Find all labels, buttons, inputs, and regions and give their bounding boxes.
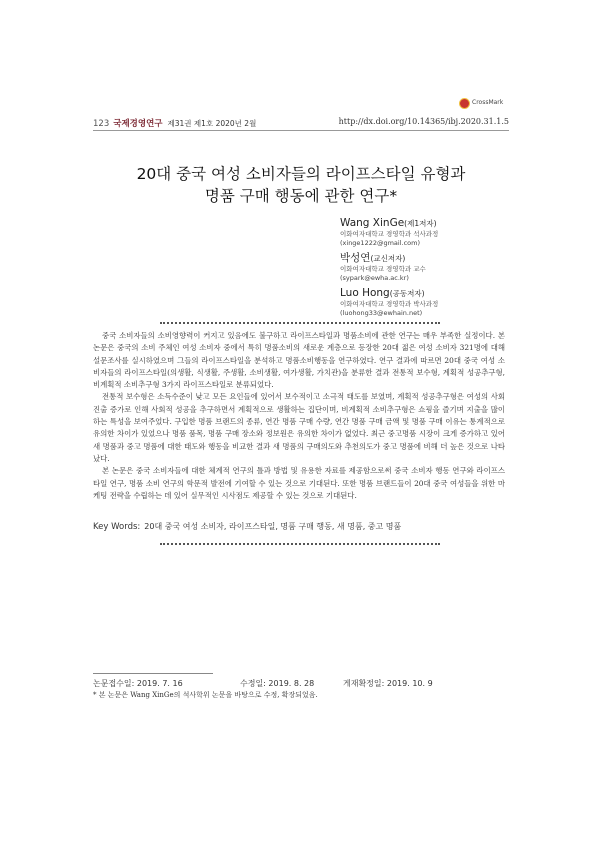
crossmark-badge[interactable] <box>459 98 511 112</box>
page-number: 123 <box>93 119 110 129</box>
author-email[interactable]: (sypark@ewha.ac.kr) <box>340 274 409 282</box>
dotted-divider-top <box>160 322 440 324</box>
abstract-paragraph-1: 중국 소비자들의 소비영향력이 커지고 있음에도 불구하고 라이프스타일과 명품소비에 관한 연구는 매우 부족한 실정이다. 본 논문은 중국의 소비 주체인 여성 소비자 중에서 특히 명품소비의 새로운 계층으로 등장한 20대 젊은 여성 소비자 321명에 대해 설문조사를 실시하였으며 그들의 라이프스타일을 분석하고 명품소비행동을 연구하였다. 연구 결과에 따르면 20대 중국 여성 소비자들의 라이프스타일(의생활, 식생활, 주생활, 소비생활, 여가생활, 가치관)을 분류한 결과 전통적 보수형, 계획적 성공추구형, 비계획적 소비추구형 3가지 라이프스타일로 분류되었다. <box>93 331 505 390</box>
author-affiliation: 이화여자대학교 경영학과 박사과정 <box>340 300 439 308</box>
crossmark-icon <box>459 98 470 109</box>
author-block-1 <box>340 211 438 248</box>
revised-date: 수정일: 2019. 8. 28 <box>240 679 315 688</box>
doi-link[interactable]: http://dx.doi.org/10.14365/ibj.2020.31.1.5 <box>338 117 509 126</box>
author-email[interactable]: (xinge1222@gmail.com) <box>340 239 421 247</box>
accepted-date: 게재확정일: 2019. 10. 9 <box>343 679 433 688</box>
abstract <box>93 330 505 502</box>
paper-title-line-1: 20대 중국 여성 소비자들의 라이프스타일 유형과 <box>136 165 466 183</box>
journal-name: 국제경영연구 <box>113 119 163 129</box>
dotted-divider-bottom <box>160 543 440 545</box>
received-date: 논문접수일: 2019. 7. 16 <box>93 679 183 688</box>
author-name: Wang XinGe <box>340 217 405 229</box>
running-header <box>93 117 256 129</box>
volume-issue: 제31권 제1호 2020년 2월 <box>167 119 257 128</box>
author-affiliation: 이화여자대학교 경영학과 교수 <box>340 265 426 273</box>
author-role: (교신저자) <box>370 254 406 263</box>
author-affiliation: 이화여자대학교 경영학과 석사과정 <box>340 230 439 238</box>
author-name: 박성연 <box>340 252 371 264</box>
author-name: Luo Hong <box>340 287 390 299</box>
keywords <box>93 521 401 532</box>
abstract-paragraph-2: 전통적 보수형은 소득수준이 낮고 모든 요인들에 있어서 보수적이고 소극적 태도를 보였며, 계획적 성공추구형은 여성의 사회진출 증가로 인해 사회적 성공을 추구하면서 계획적으로 생활하는 집단이며, 비계획적 소비추구형은 쇼핑을 즐기며 지출을 많이 하는 특성을 보여주었다. 구입한 명품 브랜드의 종류, 연간 명품 구매 수량, 연간 명품 구매 금액 및 명품 구매 이유는 통계적으로 유의한 차이가 있었으나 명품 품목, 명품 구매 장소와 정보원은 유의한 차이가 없었다. 최근 중고명품 시장이 크게 증가하고 있어 새 명품과 중고 명품에 대한 태도와 행동을 비교한 결과 새 명품의 구매의도와 추천의도가 중고 명품에 비해 더 높은 것으로 나타났다. <box>93 392 505 463</box>
paper-title-line-2: 명품 구매 행동에 관한 연구* <box>204 187 398 205</box>
header-divider <box>93 130 509 131</box>
author-role: (제1저자) <box>404 219 437 228</box>
keywords-label: Key Words: <box>93 522 141 532</box>
author-block-2 <box>340 246 426 283</box>
keywords-text: 20대 중국 여성 소비자, 라이프스타일, 명품 구매 행동, 새 명품, 중고 명품 <box>144 522 402 531</box>
author-email[interactable]: (luohong33@ewhain.net) <box>340 309 423 317</box>
abstract-paragraph-3: 본 논문은 중국 소비자들에 대한 체계적 연구의 틀과 방법 및 유용한 자료를 제공함으로써 중국 소비자 행동 연구와 라이프스타일 연구, 명품 소비 연구의 학문적 발전에 기여할 수 있는 것으로 기대된다. 또한 명품 브랜드들이 20대 중국 여성들을 위한 마케팅 전략을 수립하는 데 있어 실무적인 시사점도 제공할 수 있는 것으로 기대된다. <box>93 466 505 500</box>
author-block-3 <box>340 281 438 318</box>
crossmark-label: CrossMark <box>472 99 504 106</box>
author-role: (공동저자) <box>389 289 425 298</box>
footnote-divider <box>93 673 213 674</box>
footnote-note: * 본 논문은 Wang XinGe의 석사학위 논문을 바탕으로 수정, 확장되었음. <box>93 691 318 699</box>
